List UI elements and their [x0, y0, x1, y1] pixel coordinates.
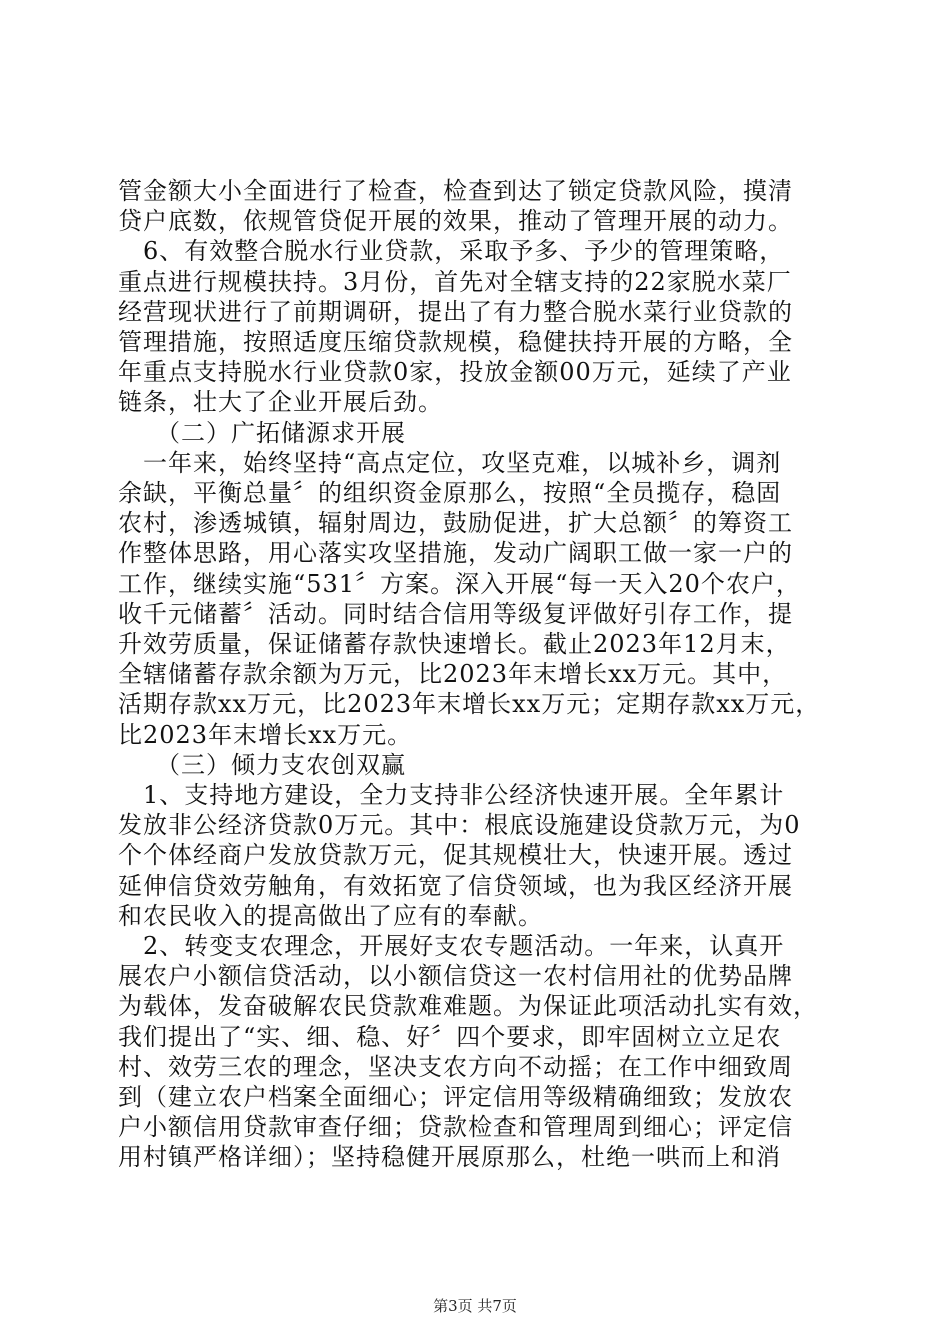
paragraph-line: 年重点支持脱水行业贷款0家，投放金额00万元，延续了产业: [118, 358, 792, 387]
paragraph-line: 到（建立农户档案全面细心；评定信用等级精确细致；发放农: [118, 1083, 793, 1111]
paragraph-line: 用村镇严格详细）；坚持稳健开展原那么，杜绝一哄而上和消: [118, 1143, 781, 1172]
paragraph-line: 一年来，始终坚持“高点定位，攻坚克难，以城补乡，调剂: [118, 448, 782, 477]
paragraph-line: 链条，壮大了企业开展后劲。: [118, 388, 443, 417]
paragraph-line: 升效劳质量，保证储蓄存款快速增长。截止2023年12月末，: [118, 630, 791, 658]
paragraph-line: 工作，继续实施“531〞方案。深入开展“每一天入20个农户，: [118, 569, 801, 598]
paragraph-line: 6、有效整合脱水行业贷款，采取予多、予少的管理策略，: [118, 237, 785, 266]
paragraph-line: 管理措施，按照适度压缩贷款规模，稳健扶持开展的方略，全: [118, 328, 793, 356]
paragraph-line: 户小额信用贷款审查仔细；贷款检查和管理周到细心；评定信: [118, 1113, 793, 1142]
paragraph-line: 作整体思路，用心落实攻坚措施，发动广阔职工做一家一户的: [118, 539, 793, 568]
paragraph-line: 重点进行规模扶持。3月份，首先对全辖支持的22家脱水菜厂: [118, 267, 792, 296]
page-footer: 第3页 共7页: [433, 1297, 517, 1315]
paragraph-line: 村、效劳三农的理念，坚决支农方向不动摇；在工作中细致周: [118, 1052, 793, 1081]
paragraph-line: 活期存款xx万元，比2023年末增长xx万元；定期存款xx万元，: [118, 690, 821, 719]
paragraph-line: 延伸信贷效劳触角，有效拓宽了信贷领域，也为我区经济开展: [118, 871, 793, 900]
paragraph-line: 经营现状进行了前期调研，提出了有力整合脱水菜行业贷款的: [118, 297, 793, 326]
paragraph-line: 收千元储蓄〞活动。同时结合信用等级复评做好引存工作，提: [118, 599, 793, 628]
section-heading: （三）倾力支农创双赢: [118, 750, 406, 779]
paragraph-line: 展农户小额信贷活动，以小额信贷这一农村信用社的优势品牌: [118, 962, 793, 991]
paragraph-line: 贷户底数，依规管贷促开展的效果，推动了管理开展的动力。: [118, 207, 793, 236]
paragraph-line: 2、转变支农理念，开展好支农专题活动。一年来，认真开: [118, 932, 785, 960]
paragraph-line: 和农民收入的提高做出了应有的奉献。: [118, 901, 543, 930]
paragraph-line: 我们提出了“实、细、稳、好〞四个要求，即牢固树立立足农: [118, 1022, 782, 1051]
paragraph-line: 个个体经商户发放贷款万元，促其规模壮大，快速开展。透过: [118, 841, 793, 870]
paragraph-line: 1、支持地方建设，全力支持非公经济快速开展。全年累计: [118, 781, 785, 809]
paragraph-line: 余缺，平衡总量〞的组织资金原那么，按照“全员揽存，稳固: [118, 479, 782, 507]
paragraph-line: 管金额大小全面进行了检查，检查到达了锁定贷款风险，摸清: [118, 177, 793, 205]
paragraph-line: 比2023年末增长xx万元。: [118, 720, 413, 749]
paragraph-line: 为载体，发奋破解农民贷款难难题。为保证此项活动扎实有效，: [118, 992, 818, 1021]
paragraph-line: 发放非公经济贷款0万元。其中：根底设施建设贷款万元，为0: [118, 811, 801, 840]
section-heading: （二）广拓储源求开展: [118, 418, 406, 447]
paragraph-line: 农村，渗透城镇，辐射周边，鼓励促进，扩大总额〞的筹资工: [118, 509, 793, 538]
paragraph-line: 全辖储蓄存款余额为万元，比2023年末增长xx万元。其中，: [118, 660, 788, 689]
